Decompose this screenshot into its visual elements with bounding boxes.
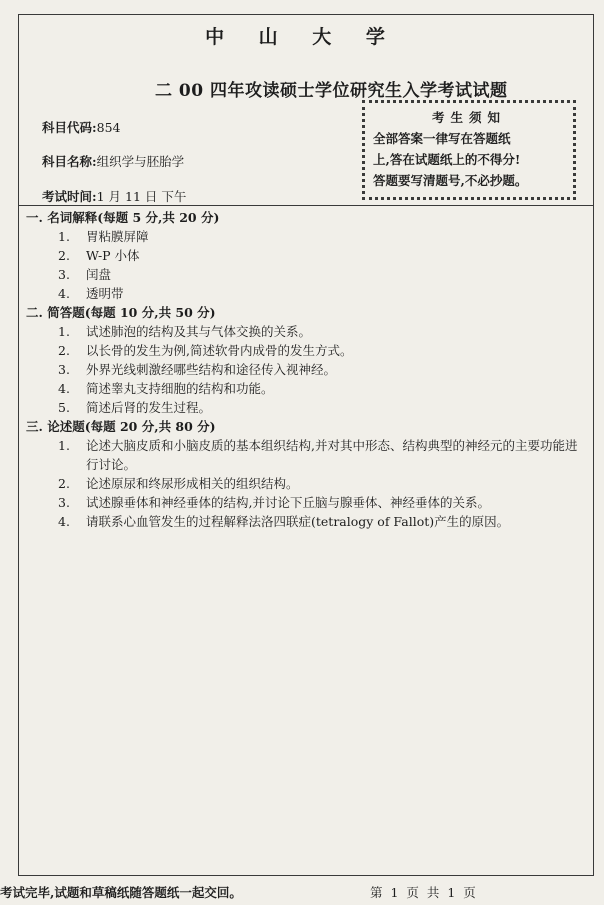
section-essay [26, 417, 586, 531]
question-number: 1. [58, 438, 70, 453]
question-number: 1. [58, 229, 70, 244]
question-item [26, 322, 586, 341]
candidate-notice-box [362, 100, 576, 200]
subject-name-line [42, 152, 184, 170]
question-text: 外界光线刺激经哪些结构和途径传入视神经。 [86, 362, 337, 377]
notice-line: 上,答在试题纸上的不得分! [373, 152, 521, 167]
notice-line: 答题要写清题号,不必抄题。 [373, 173, 528, 188]
subject-code-value: 854 [96, 120, 121, 135]
footer-note: 考试完毕,试题和草稿纸随答题纸一起交回。 [0, 885, 242, 900]
question-number: 3. [58, 495, 70, 510]
question-item [26, 360, 586, 379]
exam-time-label: 考试时间: [42, 189, 97, 204]
question-text: 简述后肾的发生过程。 [86, 400, 212, 415]
question-number: 4. [58, 514, 70, 529]
question-text: 试述腺垂体和神经垂体的结构,并讨论下丘脑与腺垂体、神经垂体的关系。 [86, 495, 490, 510]
question-number: 4. [58, 381, 70, 396]
exam-questions [26, 208, 586, 531]
question-item [26, 493, 586, 512]
question-number: 2. [58, 476, 70, 491]
page-number: 第 1 页 共 1 页 [370, 885, 476, 900]
question-text: 请联系心血管发生的过程解释法洛四联症(tetralogy of Fallot)产生的原因。 [86, 514, 510, 529]
question-number: 3. [58, 362, 70, 377]
question-item [26, 227, 586, 246]
question-text: 闰盘 [86, 267, 112, 282]
question-item [26, 398, 586, 417]
question-item [26, 474, 586, 493]
question-item [26, 436, 586, 474]
question-number: 2. [58, 343, 70, 358]
exam-time-line [42, 187, 186, 205]
question-item [26, 379, 586, 398]
header-divider [18, 205, 594, 206]
section-heading: 三. 论述题(每题 20 分,共 80 分) [26, 419, 216, 434]
section-heading: 一. 名词解释(每题 5 分,共 20 分) [26, 210, 220, 225]
question-item [26, 512, 586, 531]
section-terms [26, 208, 586, 303]
question-number: 4. [58, 286, 70, 301]
question-item [26, 284, 586, 303]
notice-line: 全部答案一律写在答题纸 [373, 131, 511, 146]
question-text: 论述原尿和终尿形成相关的组织结构。 [86, 476, 299, 491]
question-text: 以长骨的发生为例,简述软骨内成骨的发生方式。 [86, 343, 353, 358]
question-item [26, 341, 586, 360]
section-short-answer [26, 303, 586, 417]
question-text: 简述睾丸支持细胞的结构和功能。 [86, 381, 274, 396]
subject-name-value: 组织学与胚胎学 [96, 154, 185, 169]
question-number: 1. [58, 324, 70, 339]
section-heading: 二. 简答题(每题 10 分,共 50 分) [26, 305, 216, 320]
exam-time-value: 1 月 11 日 下午 [96, 189, 187, 204]
question-number: 5. [58, 400, 70, 415]
question-number: 3. [58, 267, 70, 282]
subject-name-label: 科目名称: [42, 154, 97, 169]
notice-title: 考生须知 [431, 110, 506, 125]
question-text: 透明带 [86, 286, 124, 301]
question-text: 论述大脑皮质和小脑皮质的基本组织结构,并对其中形态、结构典型的神经元的主要功能进行讨论。 [86, 438, 578, 472]
question-number: 2. [58, 248, 70, 263]
question-text: W-P 小体 [86, 248, 140, 263]
university-name: 中 山 大 学 [205, 26, 399, 48]
subject-code-label: 科目代码: [42, 120, 97, 135]
exam-title: 二 00 四年攻读硕士学位研究生入学考试试题 [155, 81, 508, 101]
question-text: 试述肺泡的结构及其与气体交换的关系。 [86, 324, 312, 339]
question-item [26, 246, 586, 265]
subject-code-line [42, 118, 120, 136]
question-text: 胃粘膜屏障 [86, 229, 149, 244]
question-item [26, 265, 586, 284]
